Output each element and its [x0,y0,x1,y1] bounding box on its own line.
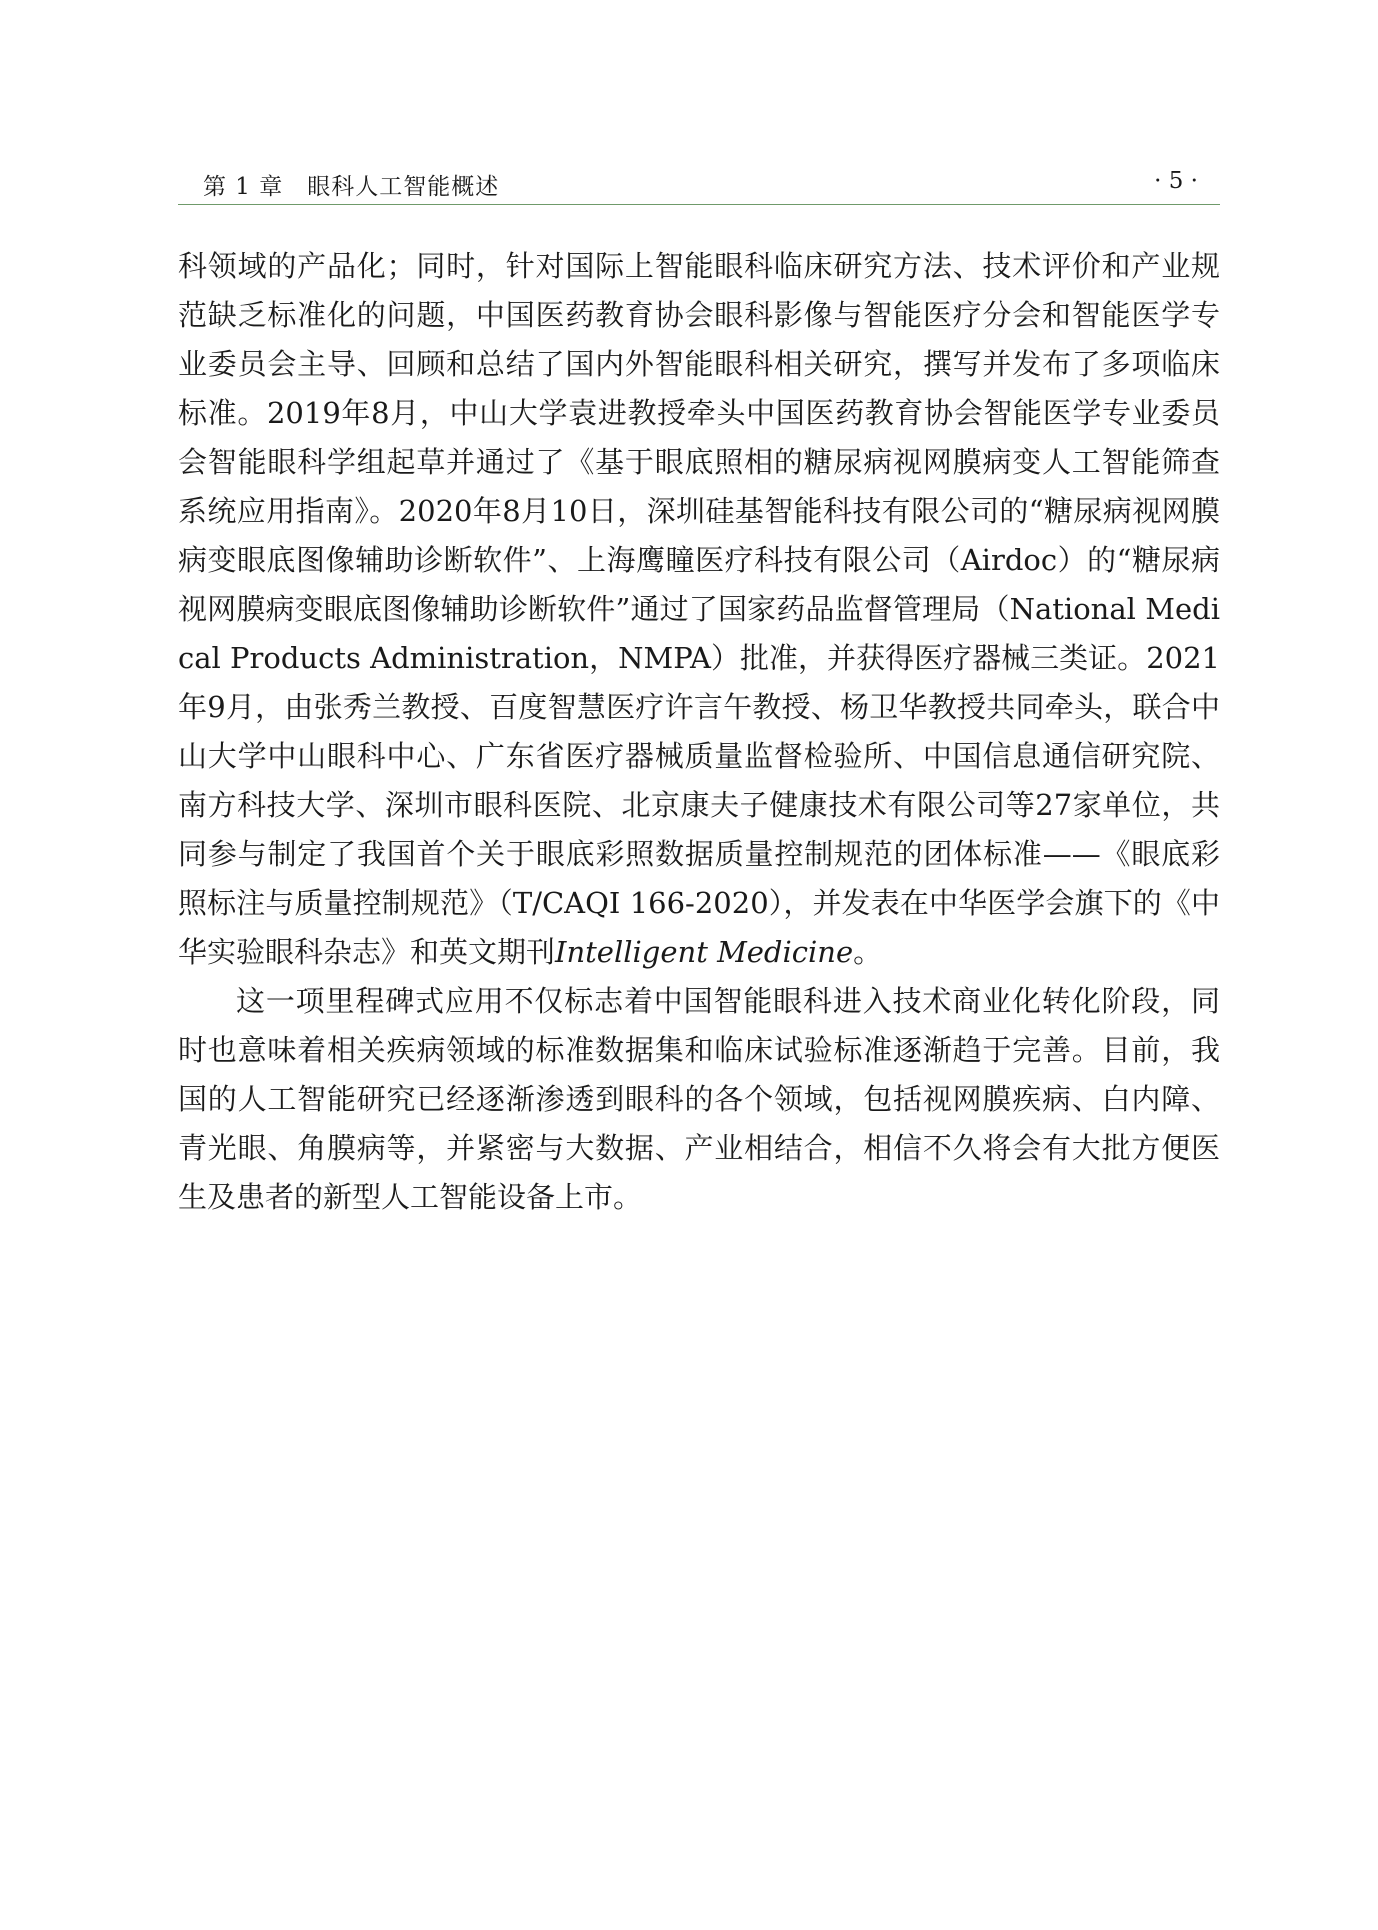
paragraph-standards [178,242,1220,977]
paragraph-standards-text: 科领域的产品化；同时，针对国际上智能眼科临床研究方法、技术评价和产业规范缺乏标准化的问题，中国医药教育协会眼科影像与智能医疗分会和智能医学专业委员会主导、回顾和总结了国内外智能眼科相关研究，撰写并发布了多项临床标准。2019年8月，中山大学袁进教授牵头中国医药教育协会智能医学专业委员会智能眼科学组起草并通过了《基于眼底照相的糖尿病视网膜病变人工智能筛查系统应用指南》。2020年8月10日，深圳硅基智能科技有限公司的“糖尿病视网膜病变眼底图像辅助诊断软件”、上海鹰瞳医疗科技有限公司（Airdoc）的“糖尿病视网膜病变眼底图像辅助诊断软件”通过了国家药品监督管理局（National Medical Products Administration，NMPA）批准，并获得医疗器械三类证。2021年9月，由张秀兰教授、百度智慧医疗许言午教授、杨卫华教授共同牵头，联合中山大学中山眼科中心、广东省医疗器械质量监督检验所、中国信息通信研究院、南方科技大学、深圳市眼科医院、北京康夫子健康技术有限公司等27家单位，共同参与制定了我国首个关于眼底彩照数据质量控制规范的团体标准——《眼底彩照标注与质量控制规范》（T/CAQI 166-2020），并发表在中华医学会旗下的《中华实验眼科杂志》和英文期刊 [178,249,1220,969]
journal-name-english: Intelligent Medicine [555,935,854,969]
page-number: · 5 · [1154,168,1198,194]
paragraph-milestone: 这一项里程碑式应用不仅标志着中国智能眼科进入技术商业化转化阶段，同时也意味着相关疾病领域的标准数据集和临床试验标准逐渐趋于完善。目前，我国的人工智能研究已经逐渐渗透到眼科的各个领域，包括视网膜疾病、白内障、青光眼、角膜病等，并紧密与大数据、产业相结合，相信不久将会有大批方便医生及患者的新型人工智能设备上市。 [178,984,1220,1214]
body-text [178,242,1220,1222]
paragraph-standards-end: 。 [853,935,883,969]
chapter-title: 第 1 章 眼科人工智能概述 [203,174,500,200]
running-header [178,164,1220,205]
